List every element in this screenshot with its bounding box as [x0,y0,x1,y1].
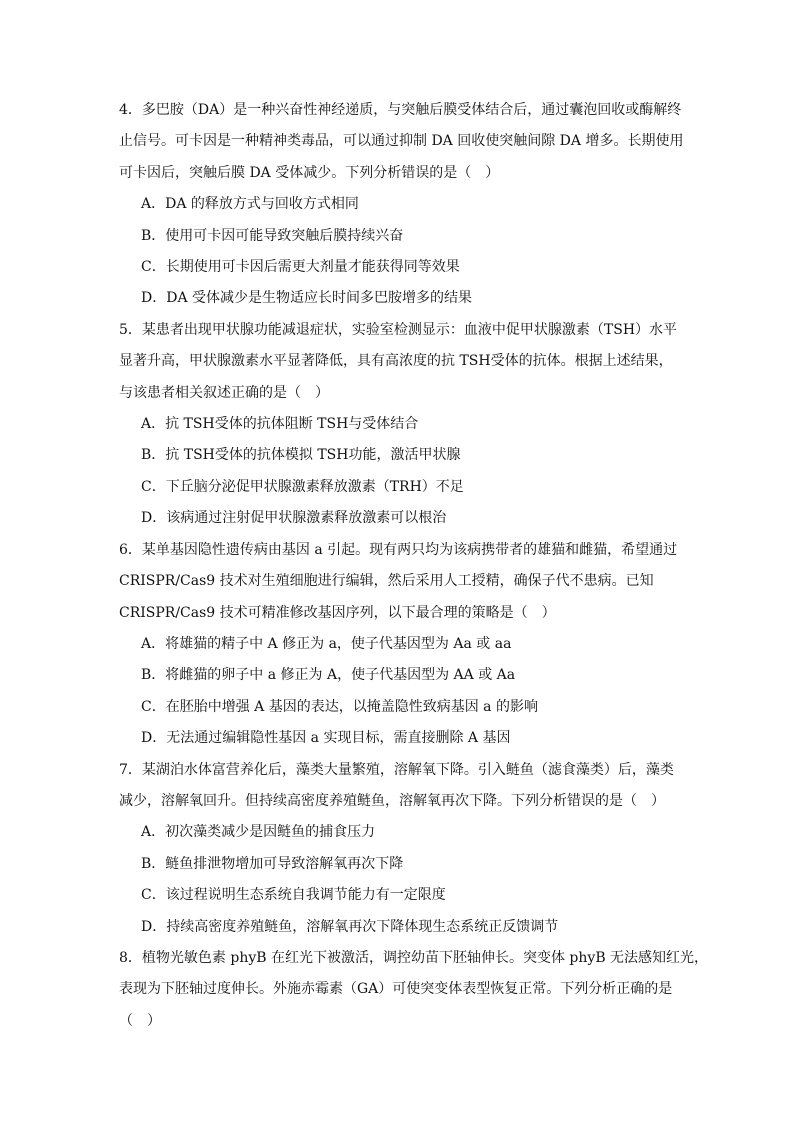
question-stem-line: 7．某湖泊水体富营养化后，藻类大量繁殖，溶解氧下降。引入鲢鱼（滤食藻类）后，藻类 [119,761,674,778]
option-b: B．将雌猫的卵子中 a 修正为 A，使子代基因型为 AA 或 Aa [141,667,516,684]
option-a: A．将雄猫的精子中 A 修正为 a，使子代基因型为 Aa 或 aa [141,635,512,652]
question-6 [119,535,679,755]
question-stem-line: （ ） [119,1012,161,1029]
question-stem-line: 5．某患者出现甲状腺功能减退症状，实验室检测显示：血液中促甲状腺激素（TSH）水平 [119,321,678,338]
question-7 [119,755,679,943]
option-c: C．在胚胎中增强 A 基因的表达，以掩盖隐性致病基因 a 的影响 [141,698,538,715]
question-stem-line: CRISPR/Cas9 技术可精准修改基因序列，以下最合理的策略是（ ） [119,604,556,621]
option-b: B．使用可卡因可能导致突触后膜持续兴奋 [141,227,404,244]
question-stem-line: 6．某单基因隐性遗传病由基因 a 引起。现有两只均为该病携带者的雄猫和雌猫，希望通过 [119,541,678,558]
question-stem-line: 止信号。可卡因是一种精神类毒品，可以通过抑制 DA 回收使突触间隙 DA 增多。长期使用 [119,133,684,150]
option-d: D．无法通过编辑隐性基因 a 实现目标，需直接删除 A 基因 [141,730,511,747]
option-b: B．鲢鱼排泄物增加可导致溶解氧再次下降 [141,855,404,872]
option-d: D．DA 受体减少是生物适应长时间多巴胺增多的结果 [141,290,473,307]
question-stem-line: 8．植物光敏色素 phyB 在红光下被激活，调控幼苗下胚轴伸长。突变体 phyB 无法感知红光， [119,949,709,966]
question-5 [119,315,679,535]
option-a: A．抗 TSH受体的抗体阻断 TSH与受体结合 [141,416,419,433]
option-a: A．初次藻类减少是因鲢鱼的捕食压力 [141,824,376,841]
option-d: D．持续高密度养殖鲢鱼，溶解氧再次下降体现生态系统正反馈调节 [141,918,559,935]
question-stem-line: 显著升高，甲状腺激素水平显著降低，具有高浓度的抗 TSH受体的抗体。根据上述结果， [119,353,673,370]
question-stem-line: 表现为下胚轴过度伸长。外施赤霉素（GA）可使突变体表型恢复正常。下列分析正确的是 [119,981,673,998]
option-a: A．DA 的释放方式与回收方式相同 [141,196,359,213]
question-stem-line: 减少，溶解氧回升。但持续高密度养殖鲢鱼，溶解氧再次下降。下列分析错误的是（ ） [119,792,665,809]
option-c: C．下丘脑分泌促甲状腺激素释放激素（TRH）不足 [141,478,464,495]
question-stem-line: CRISPR/Cas9 技术对生殖细胞进行编辑，然后采用人工授精，确保子代不患病。已知 [119,573,654,590]
option-d: D．该病通过注射促甲状腺激素释放激素可以根治 [141,510,447,527]
question-stem-line: 4．多巴胺（DA）是一种兴奋性神经递质，与突触后膜受体结合后，通过囊泡回收或酶解终 [119,102,682,118]
option-c: C．该过程说明生态系统自我调节能力有一定限度 [141,887,446,904]
option-b: B．抗 TSH受体的抗体模拟 TSH功能，激活甲状腺 [141,447,461,464]
option-c: C．长期使用可卡因后需更大剂量才能获得同等效果 [141,259,460,276]
question-stem-line: 与该患者相关叙述正确的是（ ） [119,384,329,401]
question-stem-line: 可卡因后，突触后膜 DA 受体减少。下列分析错误的是（ ） [119,164,500,181]
question-list [119,95,709,1037]
question-8 [119,943,709,1037]
question-4 [119,95,684,315]
